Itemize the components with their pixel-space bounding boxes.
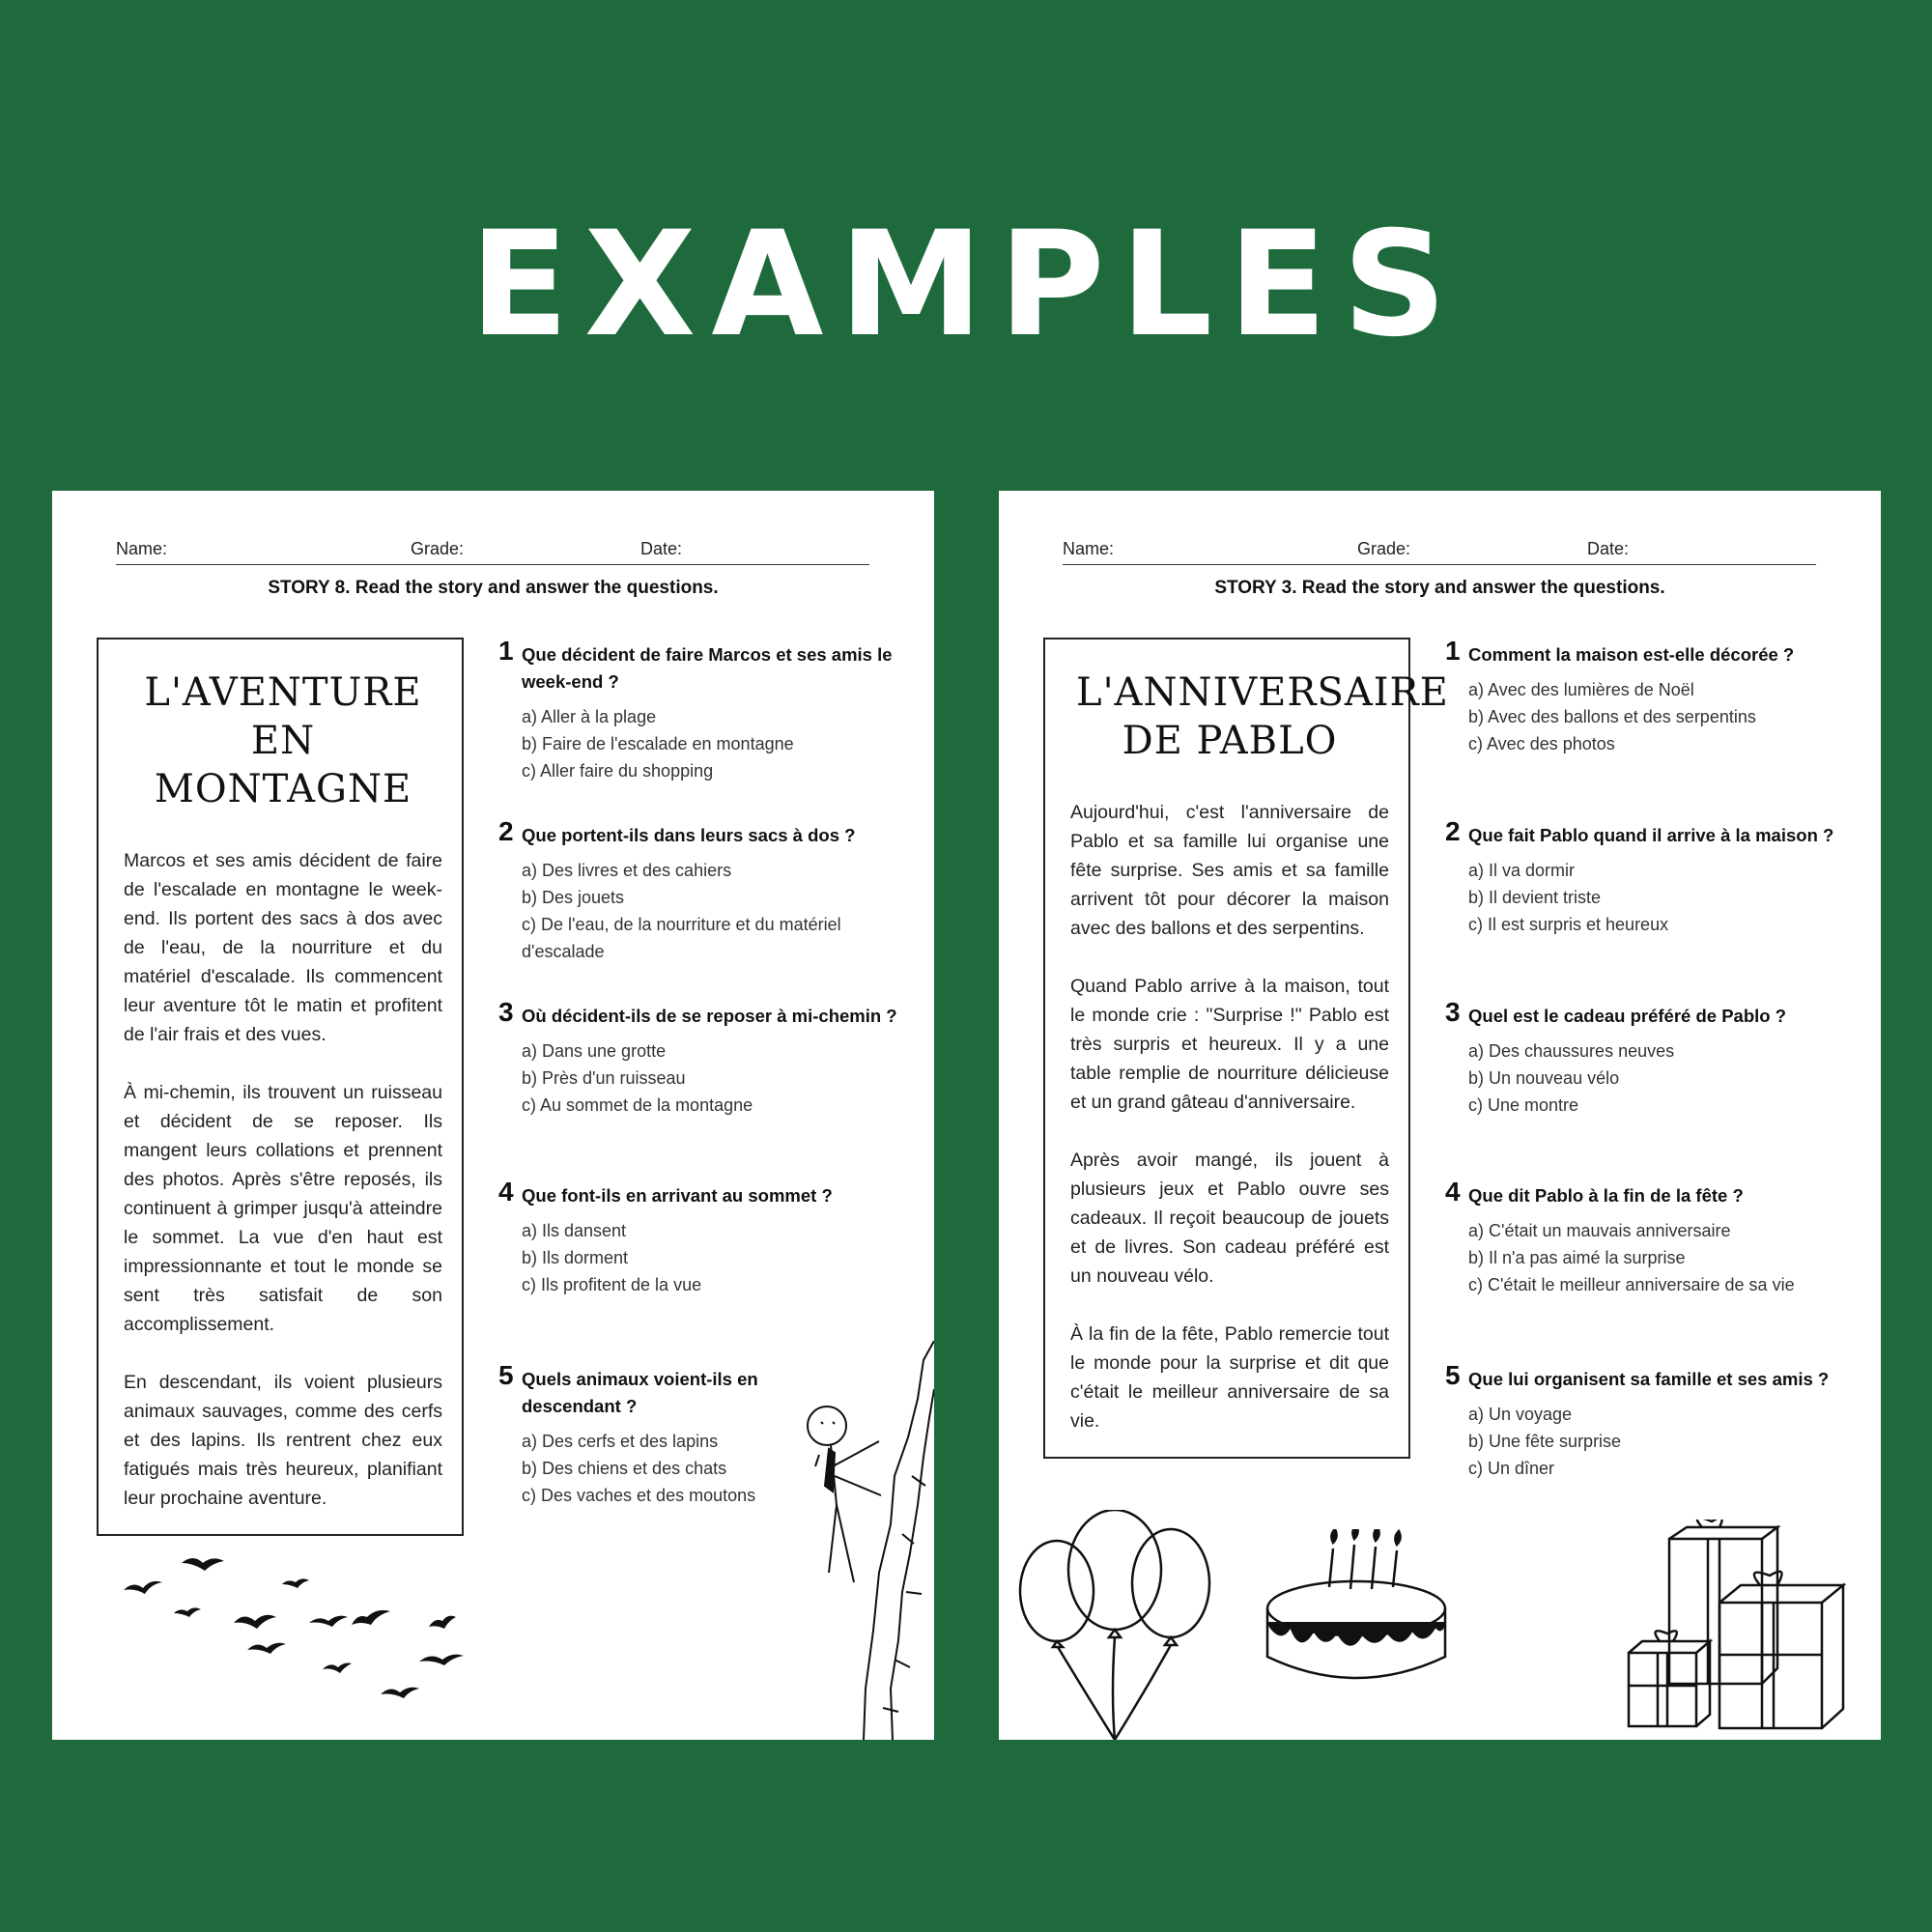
birthday-cake-icon <box>1262 1529 1451 1693</box>
story-paragraph: En descendant, ils voient plusieurs animaux sauvages, comme des cerfs et des lapins. Ils rentrent chez eux fatigués mais très heureux, planifiant leur prochaine aventure. <box>124 1372 442 1509</box>
story-paragraph: Aujourd'hui, c'est l'anniversaire de Pablo et sa famille lui organise une fête surprise. Ses amis et sa famille arrivent tôt pour décorer la maison avec des ballons et des serpentins. <box>1070 802 1389 939</box>
question-number: 1 <box>498 636 514 666</box>
question-3 <box>1445 997 1851 1119</box>
answer-option: a) Des chaussures neuves <box>1468 1041 1675 1061</box>
story-box <box>1043 638 1449 1459</box>
question-text: Que font-ils en arrivant au sommet ? <box>522 1185 833 1206</box>
date-label: Date: <box>640 539 683 558</box>
question-number: 3 <box>1445 997 1461 1027</box>
question-text: Que décident de faire Marcos et ses amis le week-end ? <box>522 644 893 692</box>
answer-option: b) Des jouets <box>522 888 625 907</box>
question-1 <box>1445 636 1851 757</box>
answer-option: b) Une fête surprise <box>1468 1432 1622 1451</box>
answer-option: a) Ils dansent <box>522 1221 627 1240</box>
answer-option: c) Il est surpris et heureux <box>1468 915 1669 934</box>
name-label: Name: <box>1063 539 1115 558</box>
question-5 <box>498 1360 779 1509</box>
answer-option: a) Dans une grotte <box>522 1041 667 1061</box>
story-box <box>97 638 464 1536</box>
answer-option: a) Des cerfs et des lapins <box>522 1432 719 1451</box>
question-number: 3 <box>498 997 514 1027</box>
grade-label: Grade: <box>411 539 465 558</box>
question-2 <box>1445 816 1851 938</box>
question-number: 1 <box>1445 636 1461 666</box>
worksheet-story-8 <box>52 491 934 1740</box>
answer-option: a) Aller à la plage <box>522 707 657 726</box>
question-text: Quel est le cadeau préféré de Pablo ? <box>1468 1006 1787 1026</box>
answer-option: c) Un dîner <box>1468 1459 1555 1478</box>
gift-boxes-icon <box>1627 1520 1859 1730</box>
balloons-icon <box>1018 1510 1221 1740</box>
question-1 <box>498 636 904 784</box>
story-paragraph: À la fin de la fête, Pablo remercie tout le monde pour la surprise et dit que c'était le meilleur anniversaire de sa vie. <box>1070 1323 1389 1432</box>
answer-option: c) Aller faire du shopping <box>522 761 714 781</box>
student-info-row <box>1063 529 1816 565</box>
answer-option: c) C'était le meilleur anniversaire de sa vie <box>1468 1275 1795 1294</box>
question-text: Où décident-ils de se reposer à mi-chemin ? <box>522 1006 897 1026</box>
answer-option: b) Il devient triste <box>1468 888 1602 907</box>
question-4 <box>498 1177 904 1298</box>
answer-option: b) Près d'un ruisseau <box>522 1068 686 1088</box>
answer-option: a) C'était un mauvais anniversaire <box>1468 1221 1731 1240</box>
answer-option: b) Ils dorment <box>522 1248 629 1267</box>
question-text: Que portent-ils dans leurs sacs à dos ? <box>522 825 856 845</box>
answer-option: a) Des livres et des cahiers <box>522 861 732 880</box>
question-number: 5 <box>1445 1360 1461 1390</box>
story-title: L'ANNIVERSAIRE DE PABLO <box>1076 670 1449 763</box>
answer-option: a) Il va dormir <box>1468 861 1576 880</box>
story-paragraph: À mi-chemin, ils trouvent un ruisseau et décident de se reposer. Ils mangent leurs collations et prennent des photos. Après s'être reposés, ils continuent à grimper jusqu'à atteindre le sommet. La vue d'en haut est impressionnante et tout le monde se sent très satisfait de son accomplissement. <box>124 1082 442 1335</box>
question-number: 4 <box>1445 1177 1461 1207</box>
question-number: 5 <box>498 1360 514 1390</box>
grade-label: Grade: <box>1357 539 1411 558</box>
answer-option: b) Un nouveau vélo <box>1468 1068 1620 1088</box>
answer-option: b) Des chiens et des chats <box>522 1459 727 1478</box>
question-3 <box>498 997 904 1119</box>
story-title: L'AVENTURE EN MONTAGNE <box>144 670 422 811</box>
story-paragraph: Quand Pablo arrive à la maison, tout le monde crie : "Surprise !" Pablo est très surpris et heureux. Il y a une table remplie de nourriture délicieuse et un grand gâteau d'anniversaire. <box>1070 976 1389 1113</box>
question-text: Que fait Pablo quand il arrive à la maison ? <box>1468 825 1834 845</box>
answer-option: c) Ils profitent de la vue <box>522 1275 702 1294</box>
question-text: Quels animaux voient-ils en descendant ? <box>522 1369 758 1416</box>
answer-option: c) De l'eau, de la nourriture et du matériel d'escalade <box>522 915 841 961</box>
story-paragraph: Après avoir mangé, ils jouent à plusieurs jeux et Pablo ouvre ses cadeaux. Il reçoit beaucoup de jouets et de livres. Son cadeau préféré est un nouveau vélo. <box>1070 1150 1389 1287</box>
page-title: EXAMPLES <box>469 201 1463 369</box>
question-4 <box>1445 1177 1851 1298</box>
question-number: 2 <box>1445 816 1461 846</box>
question-text: Que lui organisent sa famille et ses amis ? <box>1468 1369 1830 1389</box>
instruction-text: STORY 3. Read the story and answer the questions. <box>1214 578 1665 598</box>
answer-option: c) Une montre <box>1468 1095 1579 1115</box>
answer-option: a) Un voyage <box>1468 1405 1573 1424</box>
answer-option: b) Il n'a pas aimé la surprise <box>1468 1248 1686 1267</box>
question-number: 4 <box>498 1177 514 1207</box>
question-number: 2 <box>498 816 514 846</box>
answer-option: c) Des vaches et des moutons <box>522 1486 756 1505</box>
question-text: Comment la maison est-elle décorée ? <box>1468 644 1795 665</box>
question-2 <box>498 816 904 965</box>
worksheet-story-3 <box>999 491 1881 1740</box>
answer-option: c) Avec des photos <box>1468 734 1615 753</box>
question-text: Que dit Pablo à la fin de la fête ? <box>1468 1185 1744 1206</box>
answer-option: c) Au sommet de la montagne <box>522 1095 753 1115</box>
question-5 <box>1445 1360 1851 1482</box>
answer-option: a) Avec des lumières de Noël <box>1468 680 1694 699</box>
date-label: Date: <box>1587 539 1630 558</box>
student-info-row <box>116 529 869 565</box>
birds-flock-icon <box>120 1553 468 1708</box>
name-label: Name: <box>116 539 168 558</box>
answer-option: b) Faire de l'escalade en montagne <box>522 734 794 753</box>
instruction-text: STORY 8. Read the story and answer the questions. <box>268 578 719 598</box>
answer-option: b) Avec des ballons et des serpentins <box>1468 707 1756 726</box>
story-paragraph: Marcos et ses amis décident de faire de l'escalade en montagne le week-end. Ils portent des sacs à dos avec de l'eau, de la nourriture et du matériel d'escalade. Ils commencent leur aventure tôt le matin et profitent de l'air frais et des vues. <box>124 850 442 1045</box>
rock-climber-icon <box>786 1341 934 1740</box>
